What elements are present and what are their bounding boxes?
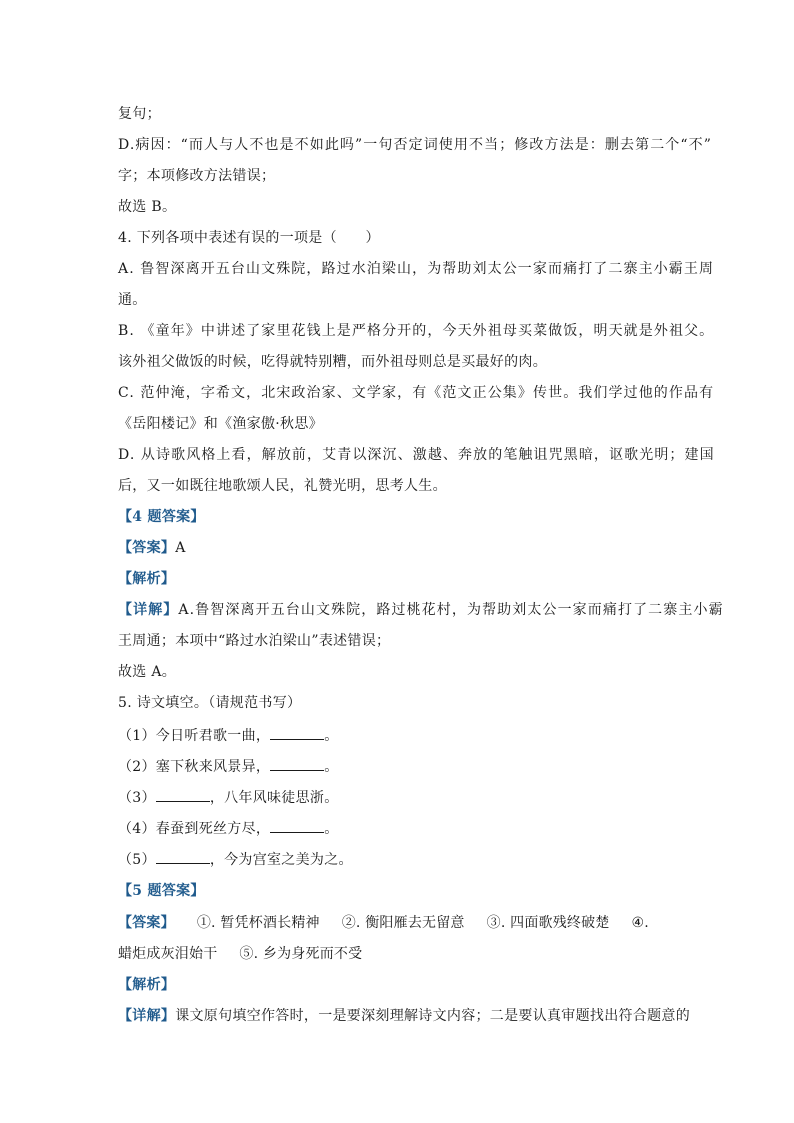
- fill-blank: [270, 819, 324, 833]
- answer-value: A: [175, 540, 186, 556]
- answer-item: 蜡炬成灰泪始干: [118, 946, 218, 962]
- fill-blank: [270, 757, 324, 771]
- q5-answer-line-2: [118, 944, 678, 964]
- detail-text: A.鲁智深离开五台山文殊院，路过桃花村，为帮助刘太公一家而痛打了二寨主小霸: [178, 602, 724, 618]
- text-line: 复句；: [118, 106, 161, 122]
- fill-blank: [270, 726, 324, 740]
- item-text: 。: [324, 759, 339, 775]
- option-d-line-1: D. 从诗歌风格上看，解放前，艾青以深沉、激越、奔放的笔触诅咒黑暗，讴歌光明；建国: [118, 447, 715, 463]
- question-4-stem: 4. 下列各项中表述有误的一项是（ ）: [118, 230, 380, 246]
- text-line: 故选 B。: [118, 199, 177, 215]
- fill-blank: [156, 788, 210, 802]
- option-c-line-1: C. 范仲淹，字希文，北宋政治家、文学家，有《范文正公集》传世。我们学过他的作品有: [118, 385, 715, 401]
- q4-detail-line-2: 王周通；本项中“路过水泊梁山”表述错误；: [118, 633, 391, 649]
- q5-item-5: [118, 850, 678, 870]
- answer-item: ③. 四面歌残终破楚: [486, 915, 610, 931]
- item-text: （3）: [118, 790, 156, 806]
- option-d-line-2: 后，又一如既往地歌颂人民，礼赞光明，思考人生。: [118, 478, 447, 494]
- q5-item-1: [118, 726, 678, 746]
- detail-tag: 【详解】: [118, 602, 179, 618]
- option-a-line-1: A. 鲁智深离开五台山文殊院，路过水泊梁山，为帮助刘太公一家而痛打了二寨主小霸王周: [118, 261, 715, 277]
- option-b-line-1: B. 《童年》中讲述了家里花钱上是严格分开的，今天外祖母买菜做饭，明天就是外祖父。: [118, 323, 715, 339]
- item-text: （2）塞下秋来风景异，: [118, 759, 271, 775]
- answer-item: ④.: [631, 915, 649, 931]
- item-text: （4）春蚕到死丝方尽，: [118, 821, 271, 837]
- q5-answer-line-1: [118, 913, 678, 933]
- detail-tag: 【详解】: [118, 1008, 176, 1024]
- answer-item: ②. 衡阳雁去无留意: [341, 915, 465, 931]
- option-a-line-2: 通。: [118, 292, 147, 308]
- q5-answer-heading: 【5 题答案】: [118, 883, 205, 899]
- q4-choose-line: 故选 A。: [118, 664, 177, 680]
- text-line: 字；本项修改方法错误；: [118, 168, 276, 184]
- q4-answer-heading: 【4 题答案】: [118, 509, 205, 525]
- text-line: D.病因：“而人与人不也是不如此吗”一句否定词使用不当；修改方法是：删去第二个“不”: [118, 137, 713, 153]
- q5-analysis-heading: 【解析】: [118, 977, 176, 993]
- item-text: （5）: [118, 852, 156, 868]
- item-text: ，今为宫室之美为之。: [209, 852, 353, 868]
- item-text: 。: [324, 728, 339, 744]
- q4-analysis-heading: 【解析】: [118, 571, 176, 587]
- item-text: 。: [324, 821, 339, 837]
- q5-item-4: [118, 819, 678, 839]
- answer-item: ①. 暂凭杯酒长精神: [196, 915, 320, 931]
- option-c-line-2: 《岳阳楼记》和《渔家傲·秋思》: [118, 416, 323, 432]
- q4-detail-line-1: [118, 600, 724, 620]
- item-text: （1）今日听君歌一曲，: [118, 728, 271, 744]
- detail-text: 课文原句填空作答时，一是要深刻理解诗文内容；二是要认真审题找出符合题意的: [175, 1008, 691, 1024]
- q4-answer-line: [118, 538, 678, 558]
- q5-item-3: [118, 788, 678, 808]
- answer-tag: 【答案】: [118, 915, 175, 931]
- question-5-stem: 5. 诗文填空。（请规范书写）: [118, 695, 302, 711]
- option-b-line-2: 该外祖父做饭的时候，吃得就特别糟，而外祖母则总是买最好的肉。: [118, 354, 547, 370]
- answer-tag: 【答案】: [118, 540, 176, 556]
- item-text: ，八年风味徒思浙。: [209, 790, 339, 806]
- fill-blank: [156, 850, 210, 864]
- q5-detail-line-1: [118, 1006, 691, 1026]
- answer-item: ⑤. 乡为身死而不受: [239, 946, 363, 962]
- q5-item-2: [118, 757, 678, 777]
